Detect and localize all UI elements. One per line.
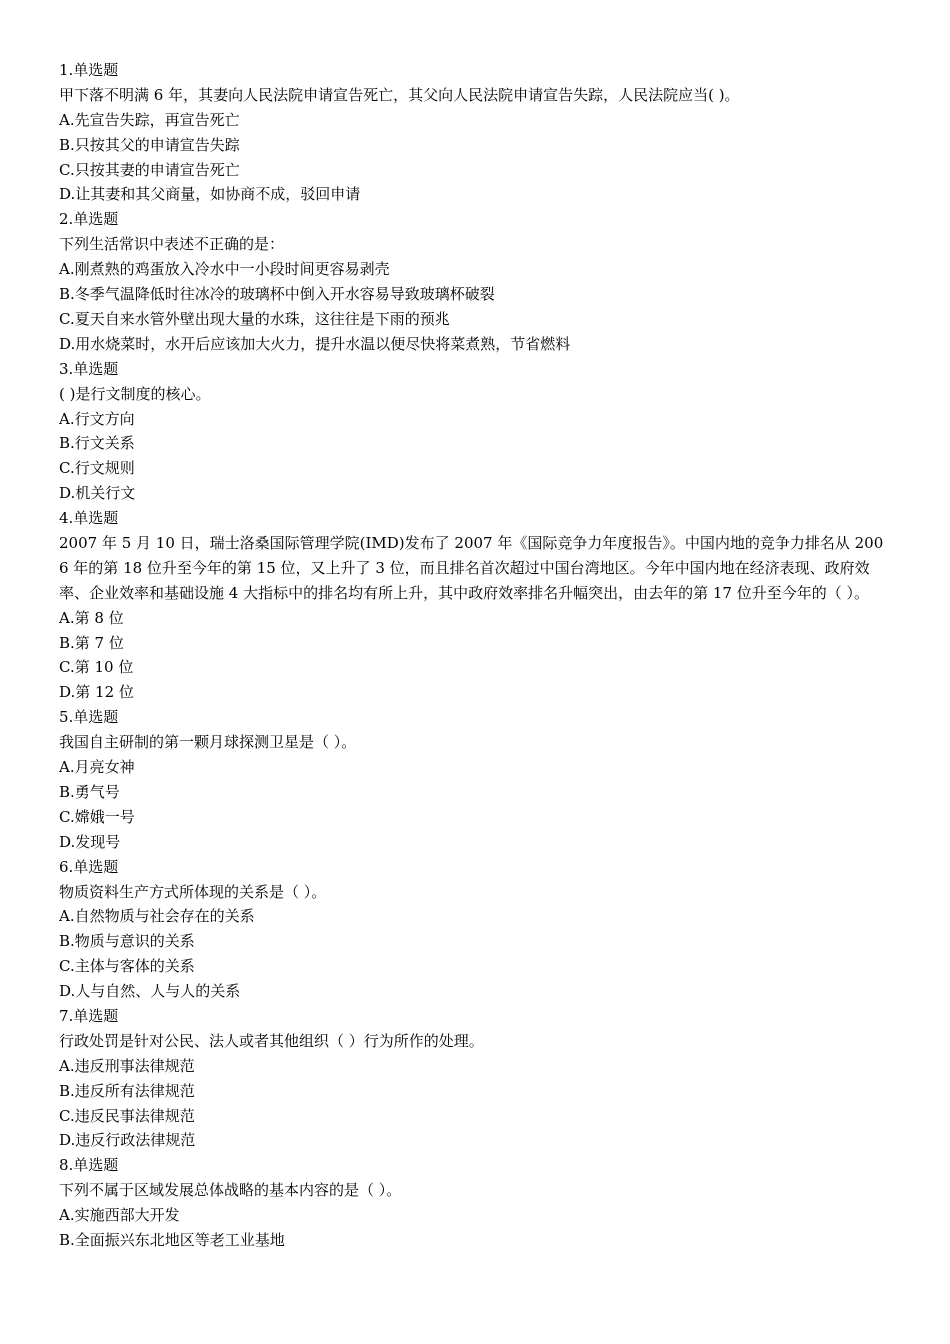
question-header: 6.单选题 [59,857,119,876]
answer-option: D.第 12 位 [59,683,134,702]
answer-option: A.自然物质与社会存在的关系 [59,907,255,926]
answer-option: B.物质与意识的关系 [59,932,195,951]
question-text: 物质资料生产方式所体现的关系是（ ）。 [59,882,327,901]
question-text: 甲下落不明满 6 年，其妻向人民法院申请宣告死亡，其父向人民法院申请宣告失踪，人民法院应当( )。 [59,85,740,104]
question-block [59,506,891,705]
document-page [59,58,891,1253]
answer-option: C.夏天自来水管外壁出现大量的水珠，这往往是下雨的预兆 [59,309,450,328]
answer-option: D.人与自然、人与人的关系 [59,982,241,1001]
answer-option: D.发现号 [59,832,121,851]
answer-option: A.先宣告失踪，再宣告死亡 [59,110,240,129]
answer-option: A.行文方向 [59,409,135,428]
answer-option: D.让其妻和其父商量，如协商不成，驳回申请 [59,185,361,204]
question-text: 下列不属于区域发展总体战略的基本内容的是（ ）。 [59,1181,402,1200]
question-header: 1.单选题 [59,61,119,79]
question-header: 8.单选题 [59,1156,119,1175]
answer-option: A.第 8 位 [59,608,124,627]
question-block [59,207,891,356]
question-block [59,1153,891,1253]
answer-option: A.实施西部大开发 [59,1206,180,1225]
answer-option: B.行文关系 [59,434,135,453]
answer-option: D.机关行文 [59,484,136,503]
question-text: ( )是行文制度的核心。 [59,384,211,403]
answer-option: C.主体与客体的关系 [59,957,195,976]
question-block [59,855,891,1004]
question-block [59,58,891,207]
question-header: 4.单选题 [59,509,119,528]
question-text: 2007 年 5 月 10 日，瑞士洛桑国际管理学院(IMD)发布了 2007 年《国际竞争力年度报告》。中国内地的竞争力排名从 2006 年的第 18 位升至今年的第 15 位，又上升了 3 位，而且排名首次超过中国台湾地区。今年中国内地在经济表现、政府效率、企业效率和基础设施 4 大指标中的排名均有所上升，其中政府效率排名升幅突出，由去年的第 17 位升至今年的（ ）。 [59,533,884,602]
answer-option: B.勇气号 [59,782,120,801]
answer-option: B.冬季气温降低时往冰冷的玻璃杯中倒入开水容易导致玻璃杯破裂 [59,285,495,304]
question-header: 2.单选题 [59,210,119,229]
question-block [59,357,891,506]
question-text: 我国自主研制的第一颗月球探测卫星是（ ）。 [59,733,357,752]
question-block [59,705,891,854]
answer-option: B.只按其父的申请宣告失踪 [59,135,240,154]
question-header: 5.单选题 [59,708,119,727]
answer-option: C.第 10 位 [59,658,134,677]
question-header: 7.单选题 [59,1006,119,1025]
answer-option: C.违反民事法律规范 [59,1106,195,1125]
answer-option: C.嫦娥一号 [59,807,135,826]
question-header: 3.单选题 [59,359,119,378]
answer-option: D.用水烧菜时，水开后应该加大火力，提升水温以便尽快将菜煮熟，节省燃料 [59,334,571,353]
answer-option: C.行文规则 [59,459,135,478]
answer-option: A.月亮女神 [59,758,135,777]
answer-option: D.违反行政法律规范 [59,1131,196,1150]
answer-option: A.刚煮熟的鸡蛋放入冷水中一小段时间更容易剥壳 [59,260,390,279]
answer-option: A.违反刑事法律规范 [59,1056,195,1075]
answer-option: C.只按其妻的申请宣告死亡 [59,160,240,179]
answer-option: B.全面振兴东北地区等老工业基地 [59,1231,285,1250]
answer-option: B.违反所有法律规范 [59,1081,195,1100]
question-text: 下列生活常识中表述不正确的是： [59,235,285,254]
question-block [59,1004,891,1153]
answer-option: B.第 7 位 [59,633,124,652]
question-text: 行政处罚是针对公民、法人或者其他组织（ ）行为所作的处理。 [59,1031,484,1050]
